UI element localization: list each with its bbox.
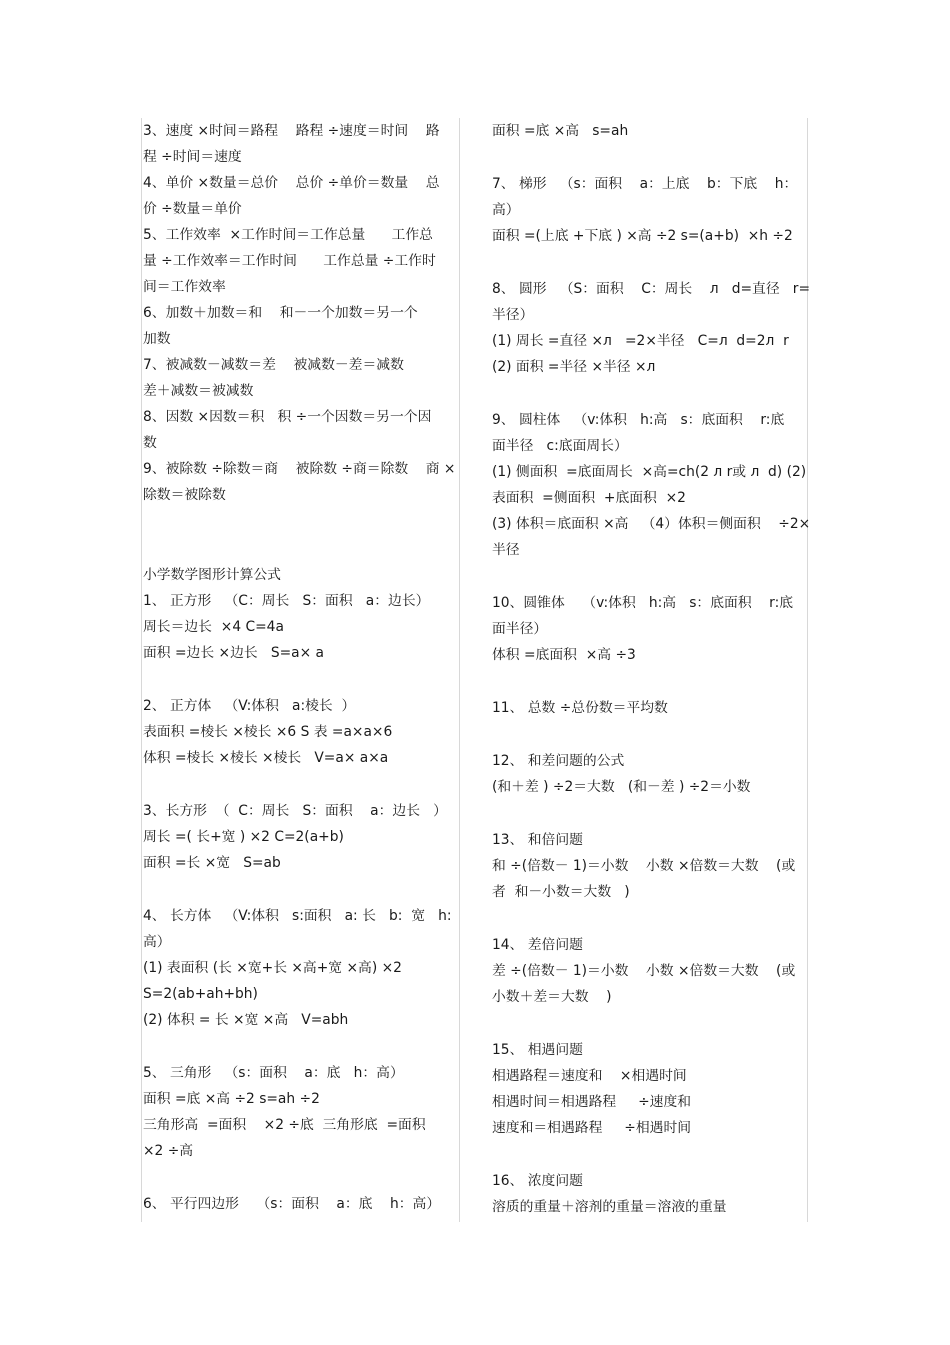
formula-line: ×2 ÷高 (143, 1143, 194, 1159)
formula-line: 程 ÷时间＝速度 (143, 149, 242, 165)
formula-line: (1) 周长 =直径 ×л =2×半径 C=л d=2л r (492, 333, 789, 349)
formula-line: 相遇路程＝速度和 ×相遇时间 (492, 1068, 687, 1084)
formula-line: 半径 (492, 542, 520, 558)
formula-line: (1) 侧面积 =底面周长 ×高=ch(2 л r或 л d) (2) (492, 464, 807, 480)
formula-line: 面积 =长 ×宽 S=ab (143, 855, 281, 871)
formula-line: 小数＋差＝大数 ) (492, 989, 612, 1005)
formula-line: 3、速度 ×时间＝路程 路程 ÷速度＝时间 路 (143, 123, 440, 139)
formula-line: 13、 和倍问题 (492, 832, 583, 848)
formula-line: 9、被除数 ÷除数＝商 被除数 ÷商＝除数 商 × (143, 461, 456, 477)
blank-line (492, 380, 809, 407)
blank-line (143, 1033, 460, 1060)
formula-line: 表面积 =侧面积 +底面积 ×2 (492, 490, 686, 506)
formula-line: 6、加数＋加数＝和 和－一个加数＝另一个 (143, 305, 418, 321)
formula-line: 面半径） (492, 621, 548, 637)
formula-line: 速度和＝相遇路程 ÷相遇时间 (492, 1120, 692, 1136)
formula-line: 8、因数 ×因数＝积 积 ÷一个因数＝另一个因 (143, 409, 432, 425)
blank-line (143, 876, 460, 903)
formula-line: 面积 =底 ×高 ÷2 s=ah ÷2 (143, 1091, 320, 1107)
formula-line: 12、 和差问题的公式 (492, 753, 625, 769)
formula-line: (2) 体积 = 长 ×宽 ×高 V=abh (143, 1012, 349, 1028)
formula-line: 差 ÷(倍数－ 1)＝小数 小数 ×倍数＝大数 (或 (492, 963, 796, 979)
formula-line: 7、被减数－减数＝差 被减数－差＝减数 (143, 357, 404, 373)
left-column (143, 118, 460, 1217)
formula-line: 体积 =棱长 ×棱长 ×棱长 V=a× a×a (143, 750, 389, 766)
formula-line: 8、 圆形 （S：面积 C：周长 л d=直径 r= (492, 281, 811, 297)
formula-line: 面积 =(上底 +下底 ) ×高 ÷2 s=(a+b) ×h ÷2 (492, 228, 793, 244)
formula-line: 5、工作效率 ×工作时间＝工作总量 工作总 (143, 227, 433, 243)
blank-line (492, 1141, 809, 1168)
formula-line: 差＋减数＝被减数 (143, 383, 254, 399)
left-column-rule (141, 118, 142, 1222)
formula-line: 加数 (143, 331, 171, 347)
formula-line: 6、 平行四边形 （s：面积 a：底 h：高） (143, 1196, 441, 1212)
formula-line: 5、 三角形 （s：面积 a：底 h：高） (143, 1065, 404, 1081)
blank-line (492, 563, 809, 590)
blank-line (492, 144, 809, 171)
formula-line: 小学数学图形计算公式 (143, 567, 281, 583)
blank-line (492, 905, 809, 932)
formula-line: 面积 =底 ×高 s=ah (492, 123, 629, 139)
blank-line (492, 1010, 809, 1037)
formula-line: 7、 梯形 （s：面积 a：上底 b：下底 h： (492, 176, 798, 192)
formula-line: 量 ÷工作效率＝工作时间 工作总量 ÷工作时 (143, 253, 436, 269)
blank-line (143, 771, 460, 798)
formula-line: (2) 面积 =半径 ×半径 ×л (492, 359, 656, 375)
formula-line: 3、长方形 （ C：周长 S：面积 a：边长 ） (143, 803, 447, 819)
formula-line: 11、 总数 ÷总份数＝平均数 (492, 700, 668, 716)
formula-line: 间＝工作效率 (143, 279, 226, 295)
formula-line: 1、 正方形 （C：周长 S：面积 a：边长） (143, 593, 430, 609)
blank-line (143, 666, 460, 693)
formula-line: 10、圆锥体 （v:体积 h:高 s：底面积 r:底 (492, 595, 794, 611)
formula-line: 周长 =( 长+宽 ) ×2 C=2(a+b) (143, 829, 344, 845)
formula-line: 者 和－小数＝大数 ) (492, 884, 630, 900)
formula-line: 数 (143, 435, 157, 451)
formula-line: 4、 长方体 （V:体积 s:面积 a: 长 b: 宽 h: (143, 908, 452, 924)
formula-line: 周长＝边长 ×4 C=4a (143, 619, 284, 635)
formula-line: 2、 正方体 （V:体积 a:棱长 ） (143, 698, 356, 714)
formula-line: 4、单价 ×数量＝总价 总价 ÷单价＝数量 总 (143, 175, 440, 191)
formula-line: 体积 =底面积 ×高 ÷3 (492, 647, 636, 663)
formula-line: 溶质的重量＋溶剂的重量＝溶液的重量 (492, 1199, 727, 1215)
formula-line: 15、 相遇问题 (492, 1042, 583, 1058)
blank-line (492, 800, 809, 827)
formula-line: 14、 差倍问题 (492, 937, 583, 953)
formula-line: S=2(ab+ah+bh) (143, 986, 258, 1002)
formula-line: (和＋差 ) ÷2＝大数 (和－差 ) ÷2＝小数 (492, 779, 751, 795)
blank-line (492, 249, 809, 276)
blank-line (492, 668, 809, 695)
formula-line: 价 ÷数量＝单价 (143, 201, 242, 217)
formula-line: (3) 体积＝底面积 ×高 （4）体积＝侧面积 ÷2× (492, 516, 811, 532)
blank-line (492, 721, 809, 748)
formula-line: 面积 =边长 ×边长 S=a× a (143, 645, 325, 661)
formula-line: 16、 浓度问题 (492, 1173, 583, 1189)
right-column (492, 118, 809, 1220)
formula-line: 高） (492, 202, 520, 218)
formula-line: 面半径 c:底面周长） (492, 438, 628, 454)
formula-line: 高） (143, 934, 171, 950)
formula-line: 相遇时间＝相遇路程 ÷速度和 (492, 1094, 692, 1110)
formula-line: 半径） (492, 307, 534, 323)
formula-line: (1) 表面积 (长 ×宽+长 ×高+宽 ×高) ×2 (143, 960, 402, 976)
formula-line: 表面积 =棱长 ×棱长 ×6 S 表 =a×a×6 (143, 724, 393, 740)
blank-line (143, 508, 460, 535)
formula-line: 三角形高 =面积 ×2 ÷底 三角形底 =面积 (143, 1117, 426, 1133)
formula-line: 9、 圆柱体 （v:体积 h:高 s：底面积 r:底 (492, 412, 785, 428)
formula-line: 除数＝被除数 (143, 487, 226, 503)
blank-line (143, 535, 460, 562)
formula-line: 和 ÷(倍数－ 1)＝小数 小数 ×倍数＝大数 (或 (492, 858, 796, 874)
blank-line (143, 1164, 460, 1191)
